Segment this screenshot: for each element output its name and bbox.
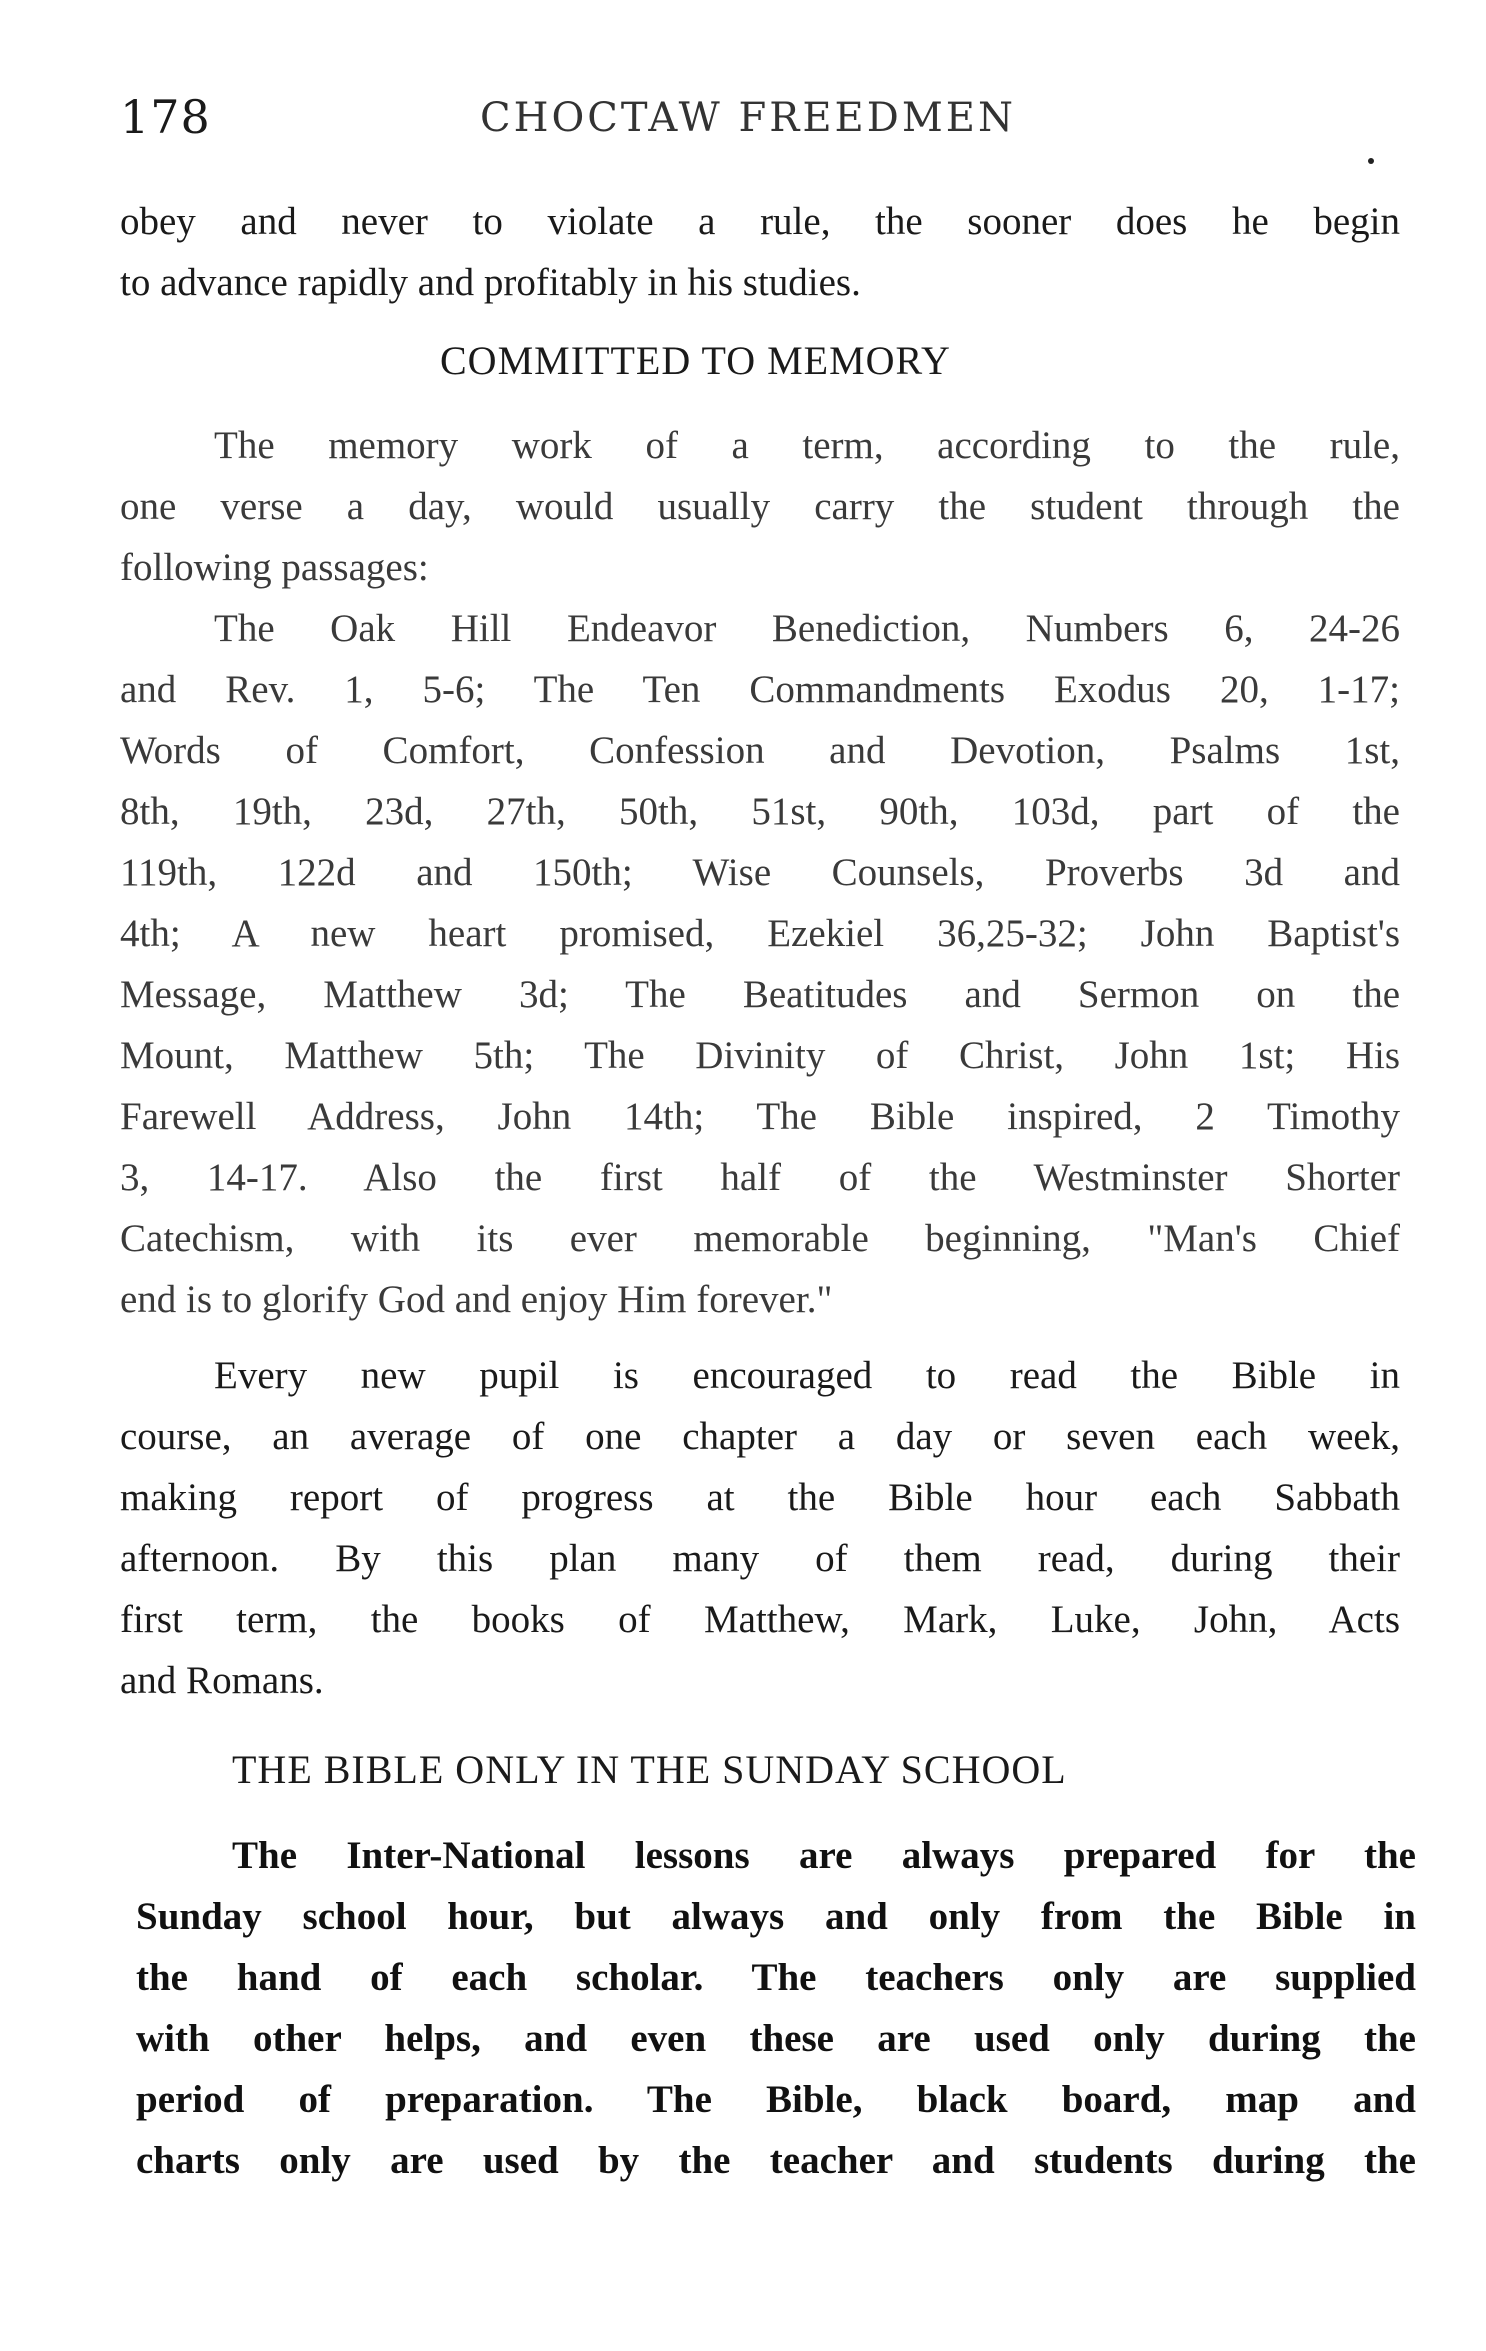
section-heading-bible-only-sunday-school: THE BIBLE ONLY IN THE SUNDAY SCHOOL (232, 1747, 1067, 1792)
page-number: 178 (120, 90, 211, 144)
text-line: first term, the books of Matthew, Mark, Luke, John, Acts (120, 1598, 1400, 1641)
page-header (120, 88, 1400, 158)
text-line: Mount, Matthew 5th; The Divinity of Christ, John 1st; His (120, 1034, 1400, 1077)
text-line: period of preparation. The Bible, black board, map and (136, 2078, 1416, 2121)
text-line: Catechism, with its ever memorable beginning, "Man's Chief (120, 1217, 1400, 1260)
text-line: Every new pupil is encouraged to read the Bible in (214, 1354, 1400, 1397)
text-line: 4th; A new heart promised, Ezekiel 36,25-32; John Baptist's (120, 912, 1400, 955)
text-line: making report of progress at the Bible hour each Sabbath (120, 1476, 1400, 1519)
text-line: Words of Comfort, Confession and Devotion, Psalms 1st, (120, 729, 1400, 772)
text-line: The Oak Hill Endeavor Benediction, Numbers 6, 24-26 (214, 607, 1400, 650)
running-title: CHOCTAW FREEDMEN (480, 95, 1016, 141)
text-line: with other helps, and even these are used only during the (136, 2017, 1416, 2060)
text-line: and Romans. (120, 1659, 324, 1702)
section-heading-committed-to-memory: COMMITTED TO MEMORY (440, 338, 951, 383)
print-speck (1368, 158, 1374, 164)
text-line: Sunday school hour, but always and only from the Bible in (136, 1895, 1416, 1938)
text-line: one verse a day, would usually carry the student through the (120, 485, 1400, 528)
text-line: 3, 14-17. Also the first half of the Westminster Shorter (120, 1156, 1400, 1199)
text-line: the hand of each scholar. The teachers only are supplied (136, 1956, 1416, 1999)
text-line: Message, Matthew 3d; The Beatitudes and Sermon on the (120, 973, 1400, 1016)
text-line: end is to glorify God and enjoy Him forever." (120, 1278, 833, 1321)
text-line: 119th, 122d and 150th; Wise Counsels, Proverbs 3d and (120, 851, 1400, 894)
text-line: charts only are used by the teacher and students during the (136, 2139, 1416, 2182)
text-line: The memory work of a term, according to the rule, (214, 424, 1400, 467)
text-line: to advance rapidly and profitably in his studies. (120, 261, 861, 304)
text-line: course, an average of one chapter a day or seven each week, (120, 1415, 1400, 1458)
text-line: Farewell Address, John 14th; The Bible inspired, 2 Timothy (120, 1095, 1400, 1138)
text-line: obey and never to violate a rule, the sooner does he begin (120, 200, 1400, 243)
text-line: and Rev. 1, 5-6; The Ten Commandments Exodus 20, 1-17; (120, 668, 1400, 711)
text-line: The Inter-National lessons are always prepared for the (232, 1834, 1416, 1877)
text-line: 8th, 19th, 23d, 27th, 50th, 51st, 90th, 103d, part of the (120, 790, 1400, 833)
text-line: afternoon. By this plan many of them read, during their (120, 1537, 1400, 1580)
text-line: following passages: (120, 546, 429, 589)
